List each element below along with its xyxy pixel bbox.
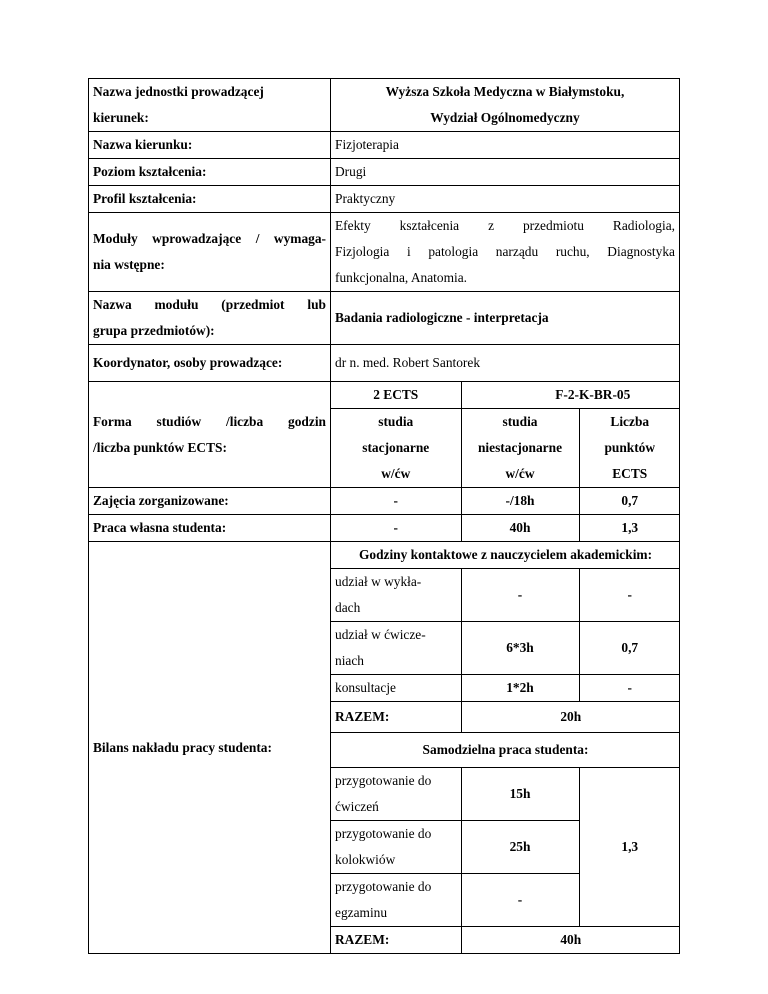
- praca-ects: 1,3: [579, 515, 680, 541]
- course-code: F-2-K-BR-05: [461, 382, 680, 409]
- praca-row: [89, 515, 680, 542]
- razem-samo-row: [331, 927, 680, 954]
- unit-row: [89, 79, 680, 132]
- kontakt-name: konsultacje: [331, 675, 461, 702]
- kontakt-ects: -: [579, 569, 680, 622]
- kontakt-row: [331, 569, 680, 622]
- praca-stacjonarne: -: [331, 515, 461, 541]
- kontakt-header: Godziny kontaktowe z nauczycielem akademickim:: [331, 542, 680, 569]
- moduly-row: [89, 213, 680, 292]
- poziom-row: [89, 159, 680, 186]
- bilans-label: Bilans nakładu pracy studenta:: [89, 542, 331, 954]
- zajecia-label: Zajęcia zorganizowane:: [89, 488, 331, 515]
- bilans-row: [89, 542, 680, 954]
- razem-samo-label: RAZEM:: [331, 927, 461, 954]
- moduly-label: Moduły wprowadzające / wymaga- nia wstępne:: [89, 213, 331, 292]
- kierunek-value: Fizjoterapia: [331, 132, 680, 159]
- kontakt-row: [331, 675, 680, 702]
- praca-label: Praca własna studenta:: [89, 515, 331, 542]
- samo-hours: 15h: [461, 768, 579, 821]
- forma-subtable: [331, 382, 680, 487]
- moduly-value: Efekty kształcenia z przedmiotu Radiologia, Fizjologia i patologia narządu ruchu, Diagnostyka funkcjonalna, Anatomia.: [331, 213, 680, 292]
- kierunek-label: Nazwa kierunku:: [89, 132, 331, 159]
- zajecia-stacjonarne: -: [331, 488, 461, 514]
- samo-row: [331, 768, 680, 821]
- praca-niestacjonarne: 40h: [461, 515, 579, 541]
- bilans-subtable: [331, 542, 680, 953]
- nazwa-modulu-value: Badania radiologiczne - interpretacja: [331, 292, 680, 345]
- ects-total: 2 ECTS: [331, 382, 461, 409]
- samodzielna-header: Samodzielna praca studenta:: [331, 733, 680, 768]
- profil-row: [89, 186, 680, 213]
- col-stacjonarne: studia stacjonarne w/ćw: [331, 409, 461, 488]
- kierunek-row: [89, 132, 680, 159]
- razem-kontakt-label: RAZEM:: [331, 702, 461, 733]
- kontakt-hours: -: [461, 569, 579, 622]
- forma-row: [89, 382, 680, 488]
- samo-ects: 1,3: [579, 768, 680, 927]
- zajecia-row: [89, 488, 680, 515]
- kontakt-name: udział w wykła- dach: [331, 569, 461, 622]
- samo-name: przygotowanie do kolokwiów: [331, 821, 461, 874]
- zajecia-niestacjonarne: -/18h: [461, 488, 579, 514]
- koordynator-label: Koordynator, osoby prowadzące:: [89, 345, 331, 382]
- profil-label: Profil kształcenia:: [89, 186, 331, 213]
- forma-grid: [331, 382, 680, 488]
- nazwa-modulu-row: [89, 292, 680, 345]
- razem-samo-value: 40h: [461, 927, 680, 954]
- col-ects: Liczba punktów ECTS: [579, 409, 680, 488]
- kontakt-name: udział w ćwicze- niach: [331, 622, 461, 675]
- bilans-grid: [331, 542, 680, 954]
- kontakt-ects: 0,7: [579, 622, 680, 675]
- syllabus-page: [88, 78, 679, 954]
- koordynator-value: dr n. med. Robert Santorek: [331, 345, 680, 382]
- samo-hours: 25h: [461, 821, 579, 874]
- samo-hours: -: [461, 874, 579, 927]
- kontakt-ects: -: [579, 675, 680, 702]
- forma-label: Forma studiów /liczba godzin /liczba punktów ECTS:: [89, 382, 331, 488]
- profil-value: Praktyczny: [331, 186, 680, 213]
- razem-kontakt-row: [331, 702, 680, 733]
- unit-value: Wyższa Szkoła Medyczna w Białymstoku, Wydział Ogólnomedyczny: [331, 79, 680, 132]
- syllabus-table: [88, 78, 680, 954]
- razem-kontakt-value: 20h: [461, 702, 680, 733]
- kontakt-row: [331, 622, 680, 675]
- kontakt-hours: 1*2h: [461, 675, 579, 702]
- col-niestacjonarne: studia niestacjonarne w/ćw: [461, 409, 579, 488]
- koordynator-row: [89, 345, 680, 382]
- kontakt-hours: 6*3h: [461, 622, 579, 675]
- poziom-value: Drugi: [331, 159, 680, 186]
- unit-label: Nazwa jednostki prowadzącej kierunek:: [89, 79, 331, 132]
- samo-name: przygotowanie do egzaminu: [331, 874, 461, 927]
- samo-name: przygotowanie do ćwiczeń: [331, 768, 461, 821]
- poziom-label: Poziom kształcenia:: [89, 159, 331, 186]
- zajecia-ects: 0,7: [579, 488, 680, 514]
- nazwa-modulu-label: Nazwa modułu (przedmiot lub grupa przedmiotów):: [89, 292, 331, 345]
